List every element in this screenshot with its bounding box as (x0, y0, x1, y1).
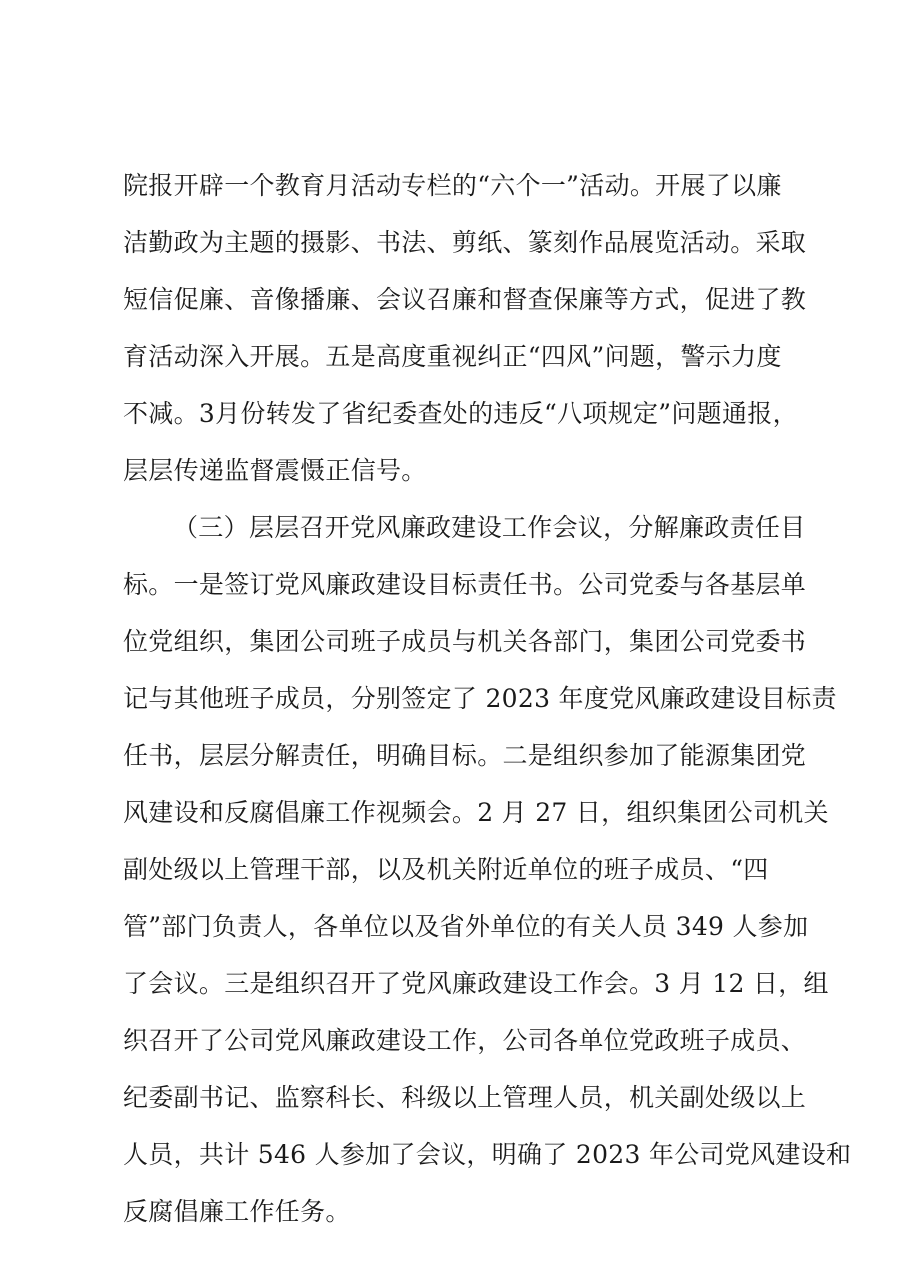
text-line: 了会议。三是组织召开了党风廉政建设工作会。3 月 12 日，组 (123, 969, 829, 998)
text-line: 位党组织，集团公司班子成员与机关各部门，集团公司党委书 (123, 627, 807, 656)
text-line: 育活动深入开展。五是高度重视纠正“四风”问题，警示力度 (123, 342, 782, 371)
text-line: 标。一是签订党风廉政建设目标责任书。公司党委与各基层单 (123, 570, 807, 599)
text-line: 风建设和反腐倡廉工作视频会。2 月 27 日，组织集团公司机关 (123, 798, 829, 827)
section-heading-line: （三）层层召开党风廉政建设工作会议，分解廉政责任目 (173, 513, 806, 542)
text-line: 洁勤政为主题的摄影、书法、剪纸、篆刻作品展览活动。采取 (123, 228, 807, 257)
text-line: 纪委副书记、监察科长、科级以上管理人员，机关副处级以上 (123, 1083, 807, 1112)
text-line: 院报开辟一个教育月活动专栏的“六个一”活动。开展了以廉 (123, 171, 782, 200)
text-line: 管”部门负责人，各单位以及省外单位的有关人员 349 人参加 (123, 912, 809, 941)
text-line: 任书，层层分解责任，明确目标。二是组织参加了能源集团党 (123, 741, 807, 770)
text-line: 不减。3月份转发了省纪委查处的违反“八项规定”问题通报， (123, 399, 798, 428)
text-line: 层层传递监督震慑正信号。 (123, 456, 427, 485)
text-line: 短信促廉、音像播廉、会议召廉和督查保廉等方式，促进了教 (123, 285, 807, 314)
text-line: 副处级以上管理干部，以及机关附近单位的班子成员、“四 (123, 855, 769, 884)
text-line: 人员，共计 546 人参加了会议，明确了 2023 年公司党风建设和 (123, 1140, 852, 1169)
text-line: 记与其他班子成员，分别签定了 2023 年度党风廉政建设目标责 (123, 684, 837, 713)
text-line: 织召开了公司党风廉政建设工作，公司各单位党政班子成员、 (123, 1026, 807, 1055)
text-line: 反腐倡廉工作任务。 (123, 1197, 351, 1226)
